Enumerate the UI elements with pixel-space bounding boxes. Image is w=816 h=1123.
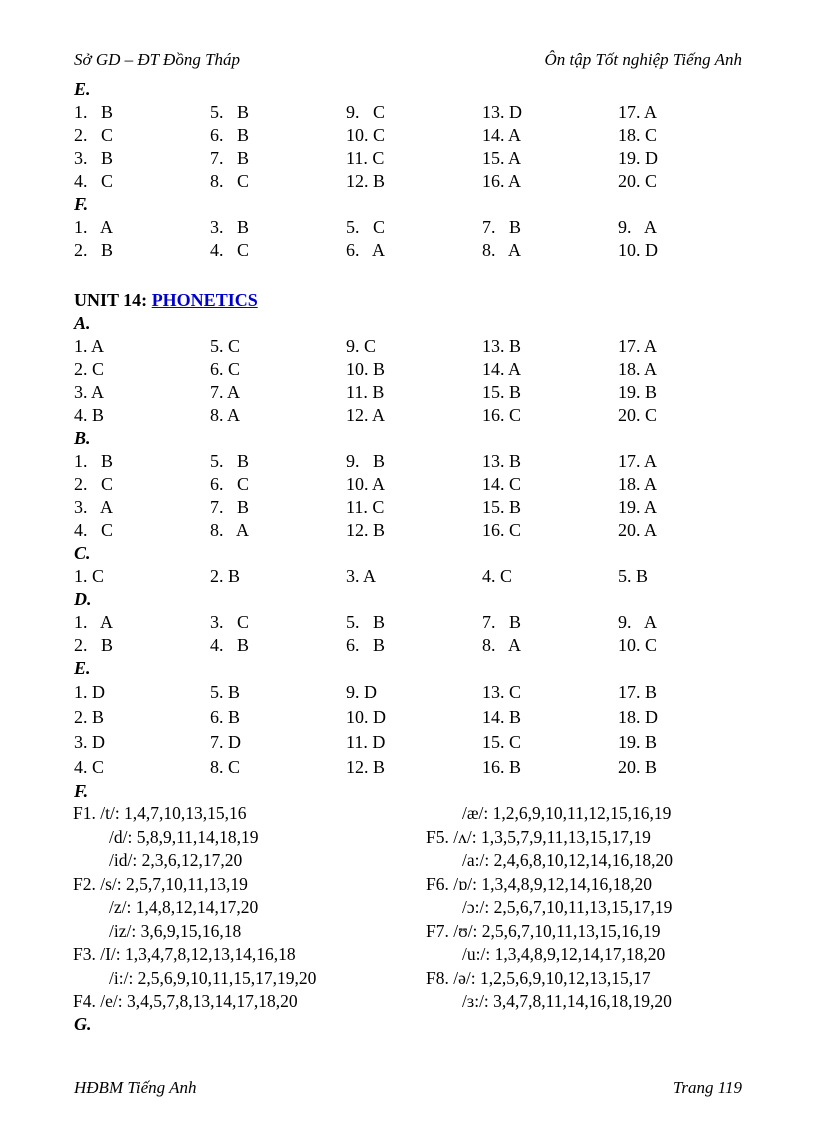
answer-cell: 2. C — [74, 125, 114, 145]
answer-cell: 10. C — [618, 635, 658, 655]
answer-cell: 6. C — [210, 359, 241, 379]
answer-cell: 10. B — [346, 359, 386, 379]
answer-cell: 10. C — [346, 125, 386, 145]
answer-row — [74, 404, 754, 427]
footer-right: Trang 119 — [672, 1078, 742, 1097]
answer-cell: 6. B — [346, 635, 386, 655]
answer-cell: 5. C — [210, 336, 241, 356]
answer-cell: 16. B — [482, 757, 522, 777]
answer-cell: 11. C — [346, 497, 385, 517]
answer-cell: 9. A — [618, 217, 658, 237]
answer-cell: 1. B — [74, 102, 114, 122]
answer-row — [74, 730, 754, 755]
answer-row — [74, 565, 754, 588]
phonetic-line-left: /iz/: 3,6,9,15,16,18 — [109, 920, 242, 941]
section-letter: D. — [74, 589, 92, 609]
answer-row — [74, 170, 754, 193]
answer-cell: 18. A — [618, 474, 658, 494]
answer-cell: 19. B — [618, 732, 658, 752]
answer-cell: 19. A — [618, 497, 658, 517]
answer-cell: 6. A — [346, 240, 386, 260]
answer-cell: 5. B — [210, 451, 250, 471]
answer-cell: 4. C — [482, 566, 513, 586]
section-letter: C. — [74, 543, 91, 563]
answer-cell: 3. D — [74, 732, 105, 752]
answer-cell: 20. C — [618, 171, 658, 191]
answer-row — [74, 473, 754, 496]
answer-cell: 14. A — [482, 359, 522, 379]
answer-row — [74, 705, 754, 730]
unit-title — [74, 288, 754, 312]
answer-cell: 12. A — [346, 405, 386, 425]
phonetic-line-right: /ɔ:/: 2,5,6,7,10,11,13,15,17,19 — [462, 897, 673, 917]
answer-cell: 15. A — [482, 148, 522, 168]
answer-cell: 18. C — [618, 125, 658, 145]
unit-label: UNIT 14: — [74, 290, 152, 310]
answer-cell: 13. C — [482, 682, 522, 702]
answer-cell: 2. B — [74, 240, 114, 260]
phonetic-line-left: F4. /e/: 3,4,5,7,8,13,14,17,18,20 — [73, 991, 298, 1011]
section-letter: F. — [74, 194, 89, 214]
phonetic-line-right: /a:/: 2,4,6,8,10,12,14,16,18,20 — [462, 850, 673, 870]
answer-cell: 11. D — [346, 732, 386, 752]
section-letter: E. — [74, 79, 91, 99]
answer-cell: 5. B — [210, 102, 250, 122]
answer-cell: 10. D — [346, 707, 386, 727]
answer-cell: 5. C — [346, 217, 386, 237]
answer-cell: 19. D — [618, 148, 658, 168]
answer-cell: 11. B — [346, 382, 385, 402]
answer-cell: 20. A — [618, 520, 658, 540]
phonetic-line-left: F2. /s/: 2,5,7,10,11,13,19 — [73, 873, 248, 894]
phonetic-line-left: F1. /t/: 1,4,7,10,13,15,16 — [73, 803, 247, 823]
answer-cell: 9. C — [346, 336, 377, 356]
phonetic-answers — [74, 803, 754, 1013]
answer-cell: 3. B — [210, 217, 250, 237]
answer-cell: 1. A — [74, 612, 114, 632]
answer-cell: 16. A — [482, 171, 522, 191]
answer-key — [74, 78, 754, 1036]
answer-cell: 8. A — [210, 520, 250, 540]
answer-cell: 4. C — [210, 240, 250, 260]
answer-cell: 3. A — [74, 382, 105, 402]
answer-row — [74, 755, 754, 780]
section-letter-g: G. — [74, 1014, 92, 1034]
phonetic-line-left: /id/: 2,3,6,12,17,20 — [109, 850, 243, 870]
answer-cell: 3. A — [346, 566, 377, 586]
answer-row — [74, 335, 754, 358]
answer-cell: 9. C — [346, 102, 386, 122]
answer-cell: 15. C — [482, 732, 522, 752]
answer-row — [74, 611, 754, 634]
answer-cell: 8. A — [482, 635, 522, 655]
answer-cell: 7. B — [210, 497, 250, 517]
answer-cell: 5. B — [618, 566, 649, 586]
phonetic-line-left: /d/: 5,8,9,11,14,18,19 — [109, 826, 259, 847]
phonetic-line-right: F7. /ʊ/: 2,5,6,7,10,11,13,15,16,19 — [426, 920, 661, 941]
answer-cell: 5. B — [210, 682, 241, 702]
answer-row — [74, 147, 754, 170]
answer-cell: 9. D — [346, 682, 377, 702]
phonetic-line-left: /i:/: 2,5,6,9,10,11,15,17,19,20 — [109, 967, 317, 988]
answer-cell: 3. B — [74, 148, 114, 168]
answer-row — [74, 216, 754, 239]
answer-cell: 16. C — [482, 520, 522, 540]
answer-cell: 7. B — [482, 612, 522, 632]
previous-unit-sections — [74, 78, 754, 262]
answer-cell: 2. B — [74, 707, 105, 727]
answer-row — [74, 124, 754, 147]
answer-cell: 9. A — [618, 612, 658, 632]
section-letter: A. — [74, 313, 91, 333]
answer-cell: 8. C — [210, 757, 241, 777]
answer-cell: 8. C — [210, 171, 250, 191]
answer-cell: 2. C — [74, 474, 114, 494]
answer-cell: 13. D — [482, 102, 522, 122]
answer-cell: 12. B — [346, 171, 386, 191]
phonetic-line-left: F3. /I/: 1,3,4,7,8,12,13,14,16,18 — [73, 944, 296, 964]
answer-cell: 7. B — [482, 217, 522, 237]
answer-cell: 17. A — [618, 102, 658, 122]
answer-cell: 14. B — [482, 707, 522, 727]
answer-cell: 15. B — [482, 497, 522, 517]
answer-cell: 3. C — [210, 612, 250, 632]
answer-cell: 17. B — [618, 682, 658, 702]
answer-cell: 8. A — [210, 405, 241, 425]
answer-cell: 10. D — [618, 240, 658, 260]
header-left: Sở GD – ĐT Đồng Tháp — [74, 50, 241, 69]
unit-sections — [74, 312, 754, 780]
phonetic-line-right: F6. /ɒ/: 1,3,4,8,9,12,14,16,18,20 — [426, 873, 652, 894]
answer-cell: 8. A — [482, 240, 522, 260]
phonetic-line-right: F8. /ə/: 1,2,5,6,9,10,12,13,15,17 — [426, 967, 651, 988]
answer-cell: 16. C — [482, 405, 522, 425]
answer-cell: 12. B — [346, 520, 386, 540]
answer-row — [74, 680, 754, 705]
answer-cell: 7. B — [210, 148, 250, 168]
answer-row — [74, 239, 754, 262]
answer-cell: 19. B — [618, 382, 658, 402]
answer-cell: 1. A — [74, 336, 105, 356]
header-right: Ôn tập Tốt nghiệp Tiếng Anh — [544, 50, 742, 69]
answer-row — [74, 450, 754, 473]
answer-row — [74, 358, 754, 381]
answer-cell: 20. B — [618, 757, 658, 777]
answer-cell: 9. B — [346, 451, 386, 471]
answer-cell: 4. C — [74, 520, 114, 540]
phonetic-line-left: /z/: 1,4,8,12,14,17,20 — [109, 897, 259, 917]
answer-cell: 1. A — [74, 217, 114, 237]
answer-row — [74, 381, 754, 404]
section-letter: E. — [74, 658, 91, 678]
answer-cell: 20. C — [618, 405, 658, 425]
answer-cell: 6. B — [210, 125, 250, 145]
section-letter: B. — [74, 428, 91, 448]
section-letter-f: F. — [74, 781, 89, 801]
phonetic-line-right: F5. /ʌ/: 1,3,5,7,9,11,13,15,17,19 — [426, 826, 651, 847]
answer-cell: 5. B — [346, 612, 386, 632]
answer-cell: 4. C — [74, 171, 114, 191]
answer-cell: 4. C — [74, 757, 105, 777]
answer-cell: 2. B — [74, 635, 114, 655]
phonetic-line-right: /æ/: 1,2,6,9,10,11,12,15,16,19 — [462, 803, 672, 823]
answer-cell: 2. B — [210, 566, 241, 586]
phonetic-line-right: /u:/: 1,3,4,8,9,12,14,17,18,20 — [462, 944, 666, 964]
answer-cell: 14. C — [482, 474, 522, 494]
answer-cell: 1. C — [74, 566, 105, 586]
answer-cell: 7. D — [210, 732, 241, 752]
answer-cell: 2. C — [74, 359, 105, 379]
answer-cell: 17. A — [618, 451, 658, 471]
answer-cell: 17. A — [618, 336, 658, 356]
answer-cell: 13. B — [482, 451, 522, 471]
answer-cell: 3. A — [74, 497, 114, 517]
answer-cell: 1. B — [74, 451, 114, 471]
answer-cell: 6. B — [210, 707, 241, 727]
phonetics-link[interactable]: PHONETICS — [151, 290, 258, 310]
answer-cell: 4. B — [210, 635, 250, 655]
answer-cell: 7. A — [210, 382, 241, 402]
answer-cell: 12. B — [346, 757, 386, 777]
answer-cell: 4. B — [74, 405, 105, 425]
answer-row — [74, 101, 754, 124]
phonetic-line-right: /ɜ:/: 3,4,7,8,11,14,16,18,19,20 — [462, 991, 672, 1011]
answer-cell: 14. A — [482, 125, 522, 145]
answer-cell: 1. D — [74, 682, 105, 702]
answer-cell: 11. C — [346, 148, 385, 168]
answer-cell: 18. A — [618, 359, 658, 379]
answer-cell: 10. A — [346, 474, 386, 494]
answer-row — [74, 496, 754, 519]
answer-row — [74, 634, 754, 657]
footer-left: HĐBM Tiếng Anh — [74, 1078, 197, 1097]
answer-cell: 18. D — [618, 707, 658, 727]
answer-cell: 15. B — [482, 382, 522, 402]
answer-cell: 13. B — [482, 336, 522, 356]
answer-row — [74, 519, 754, 542]
answer-cell: 6. C — [210, 474, 250, 494]
